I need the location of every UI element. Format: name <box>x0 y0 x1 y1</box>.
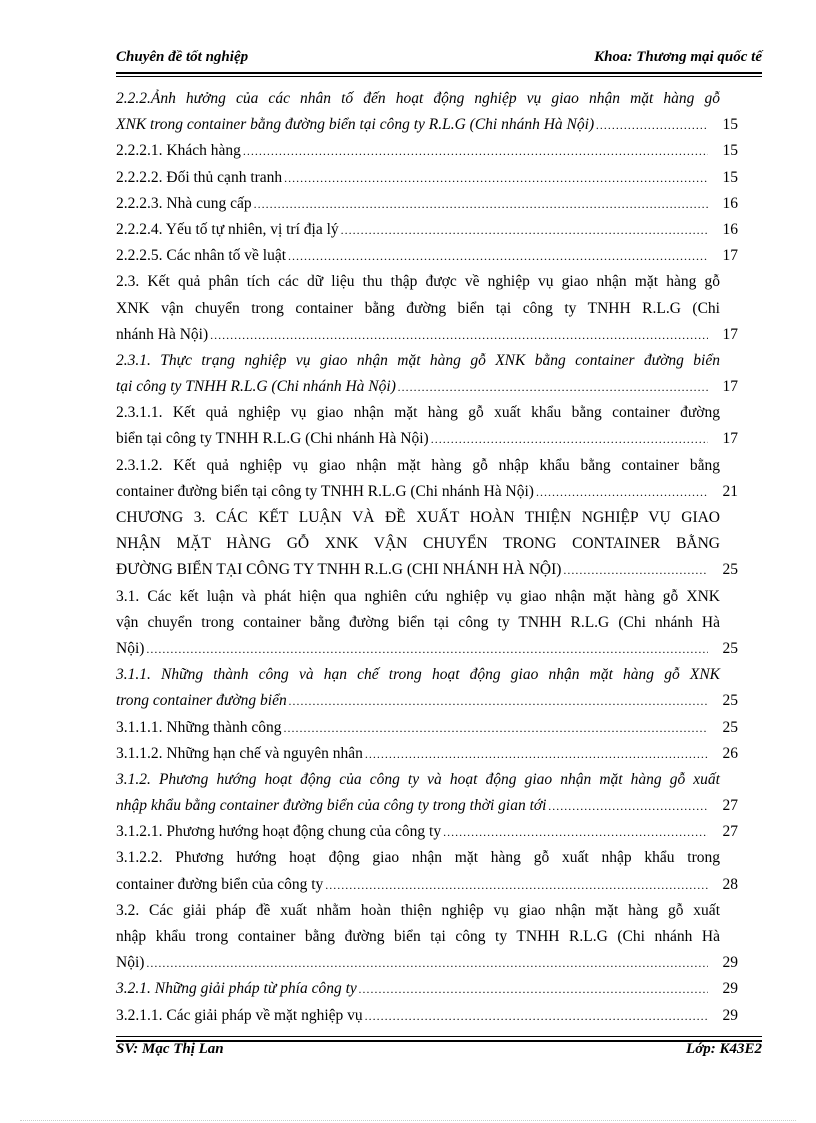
toc-page-number: 29 <box>722 954 738 972</box>
toc-page-number: 16 <box>722 194 738 212</box>
toc-entry-last-line <box>116 715 738 741</box>
dot-leader <box>359 976 708 1002</box>
dot-leader <box>548 793 708 819</box>
dot-leader <box>254 191 708 217</box>
toc-entry-text: 2.2.2.3. Nhà cung cấp <box>116 194 252 212</box>
toc-entry-text: 3.2. Các giải pháp đề xuất nhằm hoàn thiện nghiệp vụ giao nhận mặt hàng gỗ xuất <box>116 901 720 919</box>
toc-page-number: 29 <box>722 980 738 998</box>
toc-entry-text: 3.1.2.1. Phương hướng hoạt động chung của công ty <box>116 823 442 841</box>
toc-entry-last-line <box>116 217 738 243</box>
toc-entry-last-line <box>116 191 738 217</box>
toc-entry-last-line <box>116 793 738 819</box>
toc-page-number: 16 <box>722 220 738 238</box>
toc-entry-text: 2.3.1.2. Kết quả nghiệp vụ giao nhận mặt hàng gỗ nhập khẩu bằng container bằng <box>116 456 720 474</box>
toc-entry[interactable] <box>116 767 738 819</box>
toc-entry-text: 2.2.2.1. Khách hàng <box>116 142 241 160</box>
footer-class: Lớp: K43E2 <box>686 1041 762 1057</box>
dot-leader <box>289 688 708 714</box>
toc-entry-text: nhập khẩu bằng container đường biển của công ty trong thời gian tới <box>116 797 547 815</box>
toc-entry-line <box>116 400 738 426</box>
toc-page-number: 26 <box>722 744 738 762</box>
dot-leader <box>210 322 708 348</box>
toc-entry-last-line <box>116 374 738 400</box>
toc-entry[interactable] <box>116 138 738 164</box>
toc-entry-line <box>116 584 738 610</box>
toc-entry-text: 3.1.1.2. Những hạn chế và nguyên nhân <box>116 744 363 762</box>
toc-entry-text: NHẬN MẶT HÀNG GỖ XNK VẬN CHUYỂN TRONG CONTAINER BẰNG <box>116 535 720 553</box>
toc-entry[interactable] <box>116 505 738 584</box>
page-footer <box>116 1041 762 1058</box>
toc-entry-text: XNK vận chuyển trong container bằng đường biển tại công ty TNHH R.L.G (Chi <box>116 299 720 317</box>
toc-entry[interactable] <box>116 243 738 269</box>
dot-leader <box>365 741 708 767</box>
toc-entry-text: 2.2.2.Ảnh hưởng của các nhân tố đến hoạt động nghiệp vụ giao nhận mặt hàng gỗ <box>116 90 720 107</box>
toc-entry-text: XNK trong container bằng đường biển tại công ty R.L.G (Chi nhánh Hà Nội) <box>116 116 595 134</box>
toc-entry-text: 2.3.1.1. Kết quả nghiệp vụ giao nhận mặt hàng gỗ xuất khẩu bằng container đường <box>116 404 720 422</box>
toc-entry-last-line <box>116 165 738 191</box>
toc-entry[interactable] <box>116 976 738 1002</box>
toc-entry-line <box>116 453 738 479</box>
toc-entry-text: 2.3. Kết quả phân tích các dữ liệu thu thập được về nghiệp vụ giao nhận mặt hàng gỗ <box>116 273 720 291</box>
toc-page-number: 25 <box>722 639 738 657</box>
toc-page-number: 15 <box>722 116 738 134</box>
toc-entry-text: trong container đường biển <box>116 692 287 710</box>
toc-entry-last-line <box>116 112 738 138</box>
toc-entry[interactable] <box>116 400 738 452</box>
dot-leader <box>284 715 708 741</box>
toc-page-number: 21 <box>722 482 738 500</box>
toc-page-number: 27 <box>722 797 738 815</box>
dot-leader <box>398 374 708 400</box>
toc-entry-line <box>116 767 738 793</box>
toc-entry-line <box>116 662 738 688</box>
toc-entry[interactable] <box>116 845 738 897</box>
toc-entry[interactable] <box>116 217 738 243</box>
toc-entry-line <box>116 531 738 557</box>
toc-entry-last-line <box>116 557 738 583</box>
dot-leader <box>284 165 708 191</box>
page-edge <box>20 1120 796 1121</box>
toc-entry[interactable] <box>116 165 738 191</box>
header-rule <box>116 72 762 74</box>
toc-entry-line <box>116 610 738 636</box>
dot-leader <box>365 1003 708 1029</box>
toc-entry[interactable] <box>116 269 738 348</box>
toc-entry-line <box>116 296 738 322</box>
toc-entry-text: 3.1.1. Những thành công và hạn chế trong hoạt động giao nhận mặt hàng gỗ XNK <box>116 666 720 684</box>
toc-entry-text: nhánh Hà Nội) <box>116 325 209 343</box>
toc-entry-line <box>116 86 738 112</box>
toc-entry-line <box>116 898 738 924</box>
toc-page-number: 15 <box>722 142 738 160</box>
toc-entry-last-line <box>116 138 738 164</box>
toc-entry-last-line <box>116 322 738 348</box>
toc-entry-text: 2.2.2.5. Các nhân tố về luật <box>116 247 287 265</box>
toc-entry-text: tại công ty TNHH R.L.G (Chi nhánh Hà Nội) <box>116 378 396 396</box>
toc-entry[interactable] <box>116 1003 738 1029</box>
table-of-contents <box>116 86 738 1029</box>
toc-entry-text: 2.2.2.2. Đối thủ cạnh tranh <box>116 168 283 186</box>
toc-page-number: 25 <box>722 692 738 710</box>
toc-entry[interactable] <box>116 191 738 217</box>
toc-entry-text: nhập khẩu trong container bằng đường biển tại công ty TNHH R.L.G (Chi nhánh Hà <box>116 928 720 945</box>
toc-entry[interactable] <box>116 584 738 663</box>
toc-entry-text: ĐƯỜNG BIỂN TẠI CÔNG TY TNHH R.L.G (CHI NHÁNH HÀ NỘI) <box>116 561 562 579</box>
toc-page-number: 27 <box>722 823 738 841</box>
dot-leader <box>563 557 708 583</box>
toc-page-number: 28 <box>722 875 738 893</box>
toc-entry[interactable] <box>116 715 738 741</box>
dot-leader <box>288 243 708 269</box>
header-left-title: Chuyên đề tốt nghiệp <box>116 49 249 65</box>
toc-entry[interactable] <box>116 86 738 138</box>
toc-page-number: 17 <box>722 430 738 448</box>
header-right-faculty: Khoa: Thương mại quốc tế <box>594 49 762 65</box>
toc-page-number: 17 <box>722 378 738 396</box>
toc-entry-text: vận chuyển trong container bằng đường biển tại công ty TNHH R.L.G (Chi nhánh Hà <box>116 613 720 631</box>
toc-entry-text: 3.1.1.1. Những thành công <box>116 718 282 736</box>
dot-leader <box>596 112 708 138</box>
dot-leader <box>341 217 708 243</box>
toc-entry-last-line <box>116 741 738 767</box>
toc-page-number: 17 <box>722 247 738 265</box>
toc-entry-last-line <box>116 479 738 505</box>
toc-entry-last-line <box>116 819 738 845</box>
toc-entry-last-line <box>116 1003 738 1029</box>
toc-page-number: 15 <box>722 168 738 186</box>
toc-entry-last-line <box>116 976 738 1002</box>
toc-entry-text: Nội) <box>116 954 145 972</box>
toc-entry-last-line <box>116 688 738 714</box>
dot-leader <box>243 138 708 164</box>
toc-entry[interactable] <box>116 348 738 400</box>
toc-entry-last-line <box>116 426 738 452</box>
toc-entry-text: biển tại công ty TNHH R.L.G (Chi nhánh Hà Nội) <box>116 430 429 448</box>
toc-entry-text: 3.1. Các kết luận và phát hiện qua nghiên cứu nghiệp vụ giao nhận mặt hàng gỗ XNK <box>116 587 720 605</box>
toc-entry[interactable] <box>116 898 738 977</box>
toc-page-number: 17 <box>722 325 738 343</box>
toc-entry-text: 3.2.1. Những giải pháp từ phía công ty <box>116 980 357 998</box>
toc-entry-line <box>116 505 738 531</box>
dot-leader <box>325 872 708 898</box>
toc-entry-line <box>116 924 738 950</box>
footer-student-name: SV: Mạc Thị Lan <box>116 1041 224 1057</box>
toc-entry-last-line <box>116 872 738 898</box>
toc-entry-line <box>116 348 738 374</box>
toc-page-number: 25 <box>722 561 738 579</box>
toc-entry-text: 3.2.1.1. Các giải pháp về mặt nghiệp vụ <box>116 1006 363 1024</box>
toc-entry-last-line <box>116 950 738 976</box>
toc-entry-line <box>116 845 738 871</box>
toc-page-number: 25 <box>722 718 738 736</box>
dot-leader <box>431 426 708 452</box>
toc-entry-text: container đường biển của công ty <box>116 875 324 893</box>
toc-entry[interactable] <box>116 819 738 845</box>
toc-entry-text: 3.1.2. Phương hướng hoạt động của công ty và hoạt động giao nhận mặt hàng gỗ xuất <box>116 770 720 788</box>
toc-entry-text: 2.3.1. Thực trạng nghiệp vụ giao nhận mặt hàng gỗ XNK bằng container đường biển <box>116 351 720 369</box>
footer-rule-thin <box>116 1036 762 1037</box>
page-header <box>116 49 762 66</box>
toc-entry-last-line <box>116 243 738 269</box>
toc-entry[interactable] <box>116 453 738 505</box>
toc-entry[interactable] <box>116 662 738 714</box>
toc-entry-last-line <box>116 636 738 662</box>
toc-entry-line <box>116 269 738 295</box>
toc-entry-text: Nội) <box>116 639 145 657</box>
header-rule-thin <box>116 76 762 77</box>
dot-leader <box>146 636 708 662</box>
toc-entry-text: 3.1.2.2. Phương hướng hoạt động giao nhận mặt hàng gỗ xuất nhập khẩu trong <box>116 849 720 867</box>
dot-leader <box>443 819 708 845</box>
toc-entry[interactable] <box>116 741 738 767</box>
dot-leader <box>146 950 708 976</box>
toc-page-number: 29 <box>722 1006 738 1024</box>
toc-entry-text: 2.2.2.4. Yếu tố tự nhiên, vị trí địa lý <box>116 220 339 238</box>
dot-leader <box>536 479 708 505</box>
toc-entry-text: CHƯƠNG 3. CÁC KẾT LUẬN VÀ ĐỀ XUẤT HOÀN THIỆN NGHIỆP VỤ GIAO <box>116 509 720 526</box>
toc-entry-text: container đường biển tại công ty TNHH R.L.G (Chi nhánh Hà Nội) <box>116 482 534 500</box>
